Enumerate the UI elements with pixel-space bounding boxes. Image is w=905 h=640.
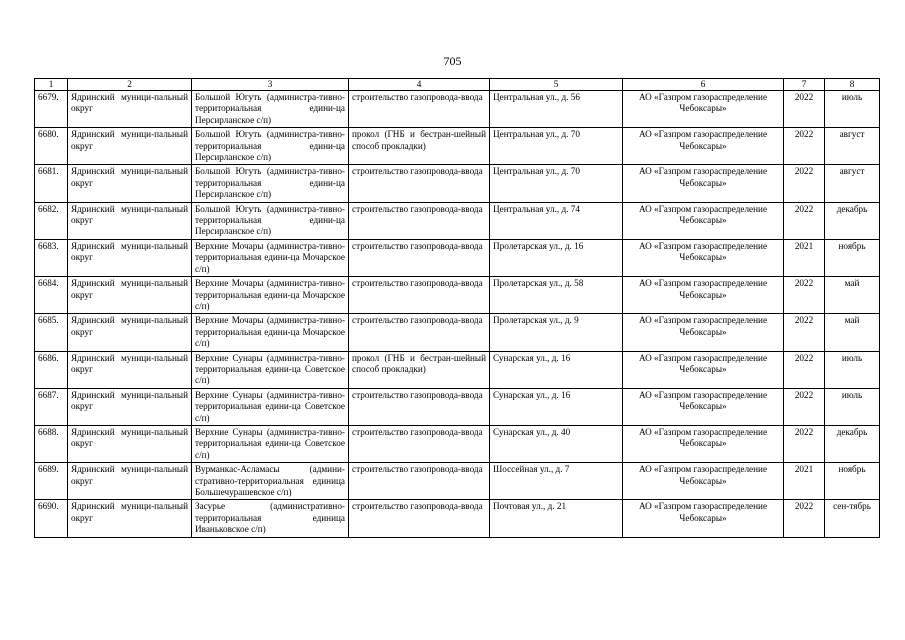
table-row bbox=[35, 239, 880, 276]
table-row bbox=[35, 128, 880, 165]
organization-cell: АО «Газпром газораспределение Чебоксары» bbox=[623, 463, 784, 500]
settlement-cell: Большой Югуть (администра-тивно-территориальная едини-ца Персирланское с/п) bbox=[192, 128, 349, 165]
row-number: 6680. bbox=[35, 128, 68, 165]
column-header: 2 bbox=[68, 79, 192, 91]
settlement-cell: Большой Югуть (администра-тивно-территориальная едини-ца Персирланское с/п) bbox=[192, 165, 349, 202]
work-type-cell: строительство газопровода-ввода bbox=[349, 425, 490, 462]
row-number: 6683. bbox=[35, 239, 68, 276]
settlement-cell: Верхние Сунары (администра-тивно-территориальная едини-ца Советское с/п) bbox=[192, 388, 349, 425]
district-cell: Ядринский муници-пальный округ bbox=[68, 388, 192, 425]
address-cell: Шоссейная ул., д. 7 bbox=[490, 463, 623, 500]
row-number: 6679. bbox=[35, 91, 68, 128]
month-cell: июль bbox=[825, 351, 880, 388]
column-header: 8 bbox=[825, 79, 880, 91]
address-cell: Пролетарская ул., д. 58 bbox=[490, 277, 623, 314]
year-cell: 2022 bbox=[784, 314, 825, 351]
organization-cell: АО «Газпром газораспределение Чебоксары» bbox=[623, 239, 784, 276]
table-row bbox=[35, 277, 880, 314]
table-row bbox=[35, 463, 880, 500]
year-cell: 2022 bbox=[784, 425, 825, 462]
row-number: 6689. bbox=[35, 463, 68, 500]
address-cell: Центральная ул., д. 56 bbox=[490, 91, 623, 128]
settlement-cell: Верхние Мочары (администра-тивно-территориальная едини-ца Мочарское с/п) bbox=[192, 239, 349, 276]
gasification-table bbox=[34, 78, 880, 538]
organization-cell: АО «Газпром газораспределение Чебоксары» bbox=[623, 500, 784, 537]
row-number: 6688. bbox=[35, 425, 68, 462]
row-number: 6686. bbox=[35, 351, 68, 388]
table-row bbox=[35, 202, 880, 239]
settlement-cell: Верхние Мочары (администра-тивно-территориальная едини-ца Мочарское с/п) bbox=[192, 314, 349, 351]
year-cell: 2022 bbox=[784, 277, 825, 314]
month-cell: декабрь bbox=[825, 202, 880, 239]
organization-cell: АО «Газпром газораспределение Чебоксары» bbox=[623, 165, 784, 202]
row-number: 6682. bbox=[35, 202, 68, 239]
settlement-cell: Большой Югуть (администра-тивно-территориальная едини-ца Персирланское с/п) bbox=[192, 202, 349, 239]
month-cell: август bbox=[825, 128, 880, 165]
district-cell: Ядринский муници-пальный округ bbox=[68, 91, 192, 128]
table-row bbox=[35, 388, 880, 425]
year-cell: 2021 bbox=[784, 463, 825, 500]
month-cell: июль bbox=[825, 91, 880, 128]
work-type-cell: строительство газопровода-ввода bbox=[349, 165, 490, 202]
district-cell: Ядринский муници-пальный округ bbox=[68, 165, 192, 202]
address-cell: Пролетарская ул., д. 9 bbox=[490, 314, 623, 351]
month-cell: ноябрь bbox=[825, 239, 880, 276]
address-cell: Сунарская ул., д. 40 bbox=[490, 425, 623, 462]
row-number: 6685. bbox=[35, 314, 68, 351]
column-header: 6 bbox=[623, 79, 784, 91]
settlement-cell: Верхние Сунары (администра-тивно-территориальная едини-ца Советское с/п) bbox=[192, 425, 349, 462]
district-cell: Ядринский муници-пальный округ bbox=[68, 277, 192, 314]
settlement-cell: Вурманкас-Асламасы (админи-стративно-территориальная единица Большечурашевское с/п) bbox=[192, 463, 349, 500]
work-type-cell: строительство газопровода-ввода bbox=[349, 202, 490, 239]
work-type-cell: прокол (ГНБ и бестран-шейный способ прокладки) bbox=[349, 351, 490, 388]
organization-cell: АО «Газпром газораспределение Чебоксары» bbox=[623, 388, 784, 425]
work-type-cell: строительство газопровода-ввода bbox=[349, 91, 490, 128]
organization-cell: АО «Газпром газораспределение Чебоксары» bbox=[623, 425, 784, 462]
table-row bbox=[35, 500, 880, 537]
row-number: 6690. bbox=[35, 500, 68, 537]
address-cell: Центральная ул., д. 74 bbox=[490, 202, 623, 239]
organization-cell: АО «Газпром газораспределение Чебоксары» bbox=[623, 202, 784, 239]
column-header: 7 bbox=[784, 79, 825, 91]
district-cell: Ядринский муници-пальный округ bbox=[68, 239, 192, 276]
row-number: 6684. bbox=[35, 277, 68, 314]
year-cell: 2022 bbox=[784, 202, 825, 239]
work-type-cell: строительство газопровода-ввода bbox=[349, 463, 490, 500]
work-type-cell: строительство газопровода-ввода bbox=[349, 388, 490, 425]
address-cell: Центральная ул., д. 70 bbox=[490, 128, 623, 165]
district-cell: Ядринский муници-пальный округ bbox=[68, 314, 192, 351]
table-row bbox=[35, 165, 880, 202]
month-cell: май bbox=[825, 277, 880, 314]
organization-cell: АО «Газпром газораспределение Чебоксары» bbox=[623, 351, 784, 388]
settlement-cell: Верхние Мочары (администра-тивно-территориальная едини-ца Мочарское с/п) bbox=[192, 277, 349, 314]
address-cell: Сунарская ул., д. 16 bbox=[490, 351, 623, 388]
table-row bbox=[35, 425, 880, 462]
year-cell: 2022 bbox=[784, 165, 825, 202]
column-header: 5 bbox=[490, 79, 623, 91]
district-cell: Ядринский муници-пальный округ bbox=[68, 202, 192, 239]
month-cell: май bbox=[825, 314, 880, 351]
table-row bbox=[35, 314, 880, 351]
year-cell: 2022 bbox=[784, 500, 825, 537]
month-cell: июль bbox=[825, 388, 880, 425]
month-cell: ноябрь bbox=[825, 463, 880, 500]
address-cell: Пролетарская ул., д. 16 bbox=[490, 239, 623, 276]
table-row bbox=[35, 91, 880, 128]
month-cell: декабрь bbox=[825, 425, 880, 462]
district-cell: Ядринский муници-пальный округ bbox=[68, 425, 192, 462]
work-type-cell: прокол (ГНБ и бестран-шейный способ прокладки) bbox=[349, 128, 490, 165]
organization-cell: АО «Газпром газораспределение Чебоксары» bbox=[623, 91, 784, 128]
district-cell: Ядринский муници-пальный округ bbox=[68, 500, 192, 537]
address-cell: Центральная ул., д. 70 bbox=[490, 165, 623, 202]
settlement-cell: Большой Югуть (администра-тивно-территориальная едини-ца Персирланское с/п) bbox=[192, 91, 349, 128]
work-type-cell: строительство газопровода-ввода bbox=[349, 277, 490, 314]
settlement-cell: Верхние Сунары (администра-тивно-территориальная едини-ца Советское с/п) bbox=[192, 351, 349, 388]
district-cell: Ядринский муници-пальный округ bbox=[68, 351, 192, 388]
column-header: 1 bbox=[35, 79, 68, 91]
row-number: 6687. bbox=[35, 388, 68, 425]
organization-cell: АО «Газпром газораспределение Чебоксары» bbox=[623, 128, 784, 165]
column-header: 3 bbox=[192, 79, 349, 91]
year-cell: 2021 bbox=[784, 239, 825, 276]
header-row bbox=[35, 79, 880, 91]
settlement-cell: Засурье (административно-территориальная единица Иваньковское с/п) bbox=[192, 500, 349, 537]
year-cell: 2022 bbox=[784, 351, 825, 388]
work-type-cell: строительство газопровода-ввода bbox=[349, 239, 490, 276]
page-number: 705 bbox=[443, 54, 462, 68]
district-cell: Ядринский муници-пальный округ bbox=[68, 128, 192, 165]
month-cell: сен-тябрь bbox=[825, 500, 880, 537]
organization-cell: АО «Газпром газораспределение Чебоксары» bbox=[623, 277, 784, 314]
work-type-cell: строительство газопровода-ввода bbox=[349, 500, 490, 537]
work-type-cell: строительство газопровода-ввода bbox=[349, 314, 490, 351]
table-row bbox=[35, 351, 880, 388]
month-cell: август bbox=[825, 165, 880, 202]
year-cell: 2022 bbox=[784, 128, 825, 165]
row-number: 6681. bbox=[35, 165, 68, 202]
address-cell: Почтовая ул., д. 21 bbox=[490, 500, 623, 537]
address-cell: Сунарская ул., д. 16 bbox=[490, 388, 623, 425]
table-body bbox=[35, 91, 880, 538]
year-cell: 2022 bbox=[784, 388, 825, 425]
column-header: 4 bbox=[349, 79, 490, 91]
district-cell: Ядринский муници-пальный округ bbox=[68, 463, 192, 500]
organization-cell: АО «Газпром газораспределение Чебоксары» bbox=[623, 314, 784, 351]
year-cell: 2022 bbox=[784, 91, 825, 128]
